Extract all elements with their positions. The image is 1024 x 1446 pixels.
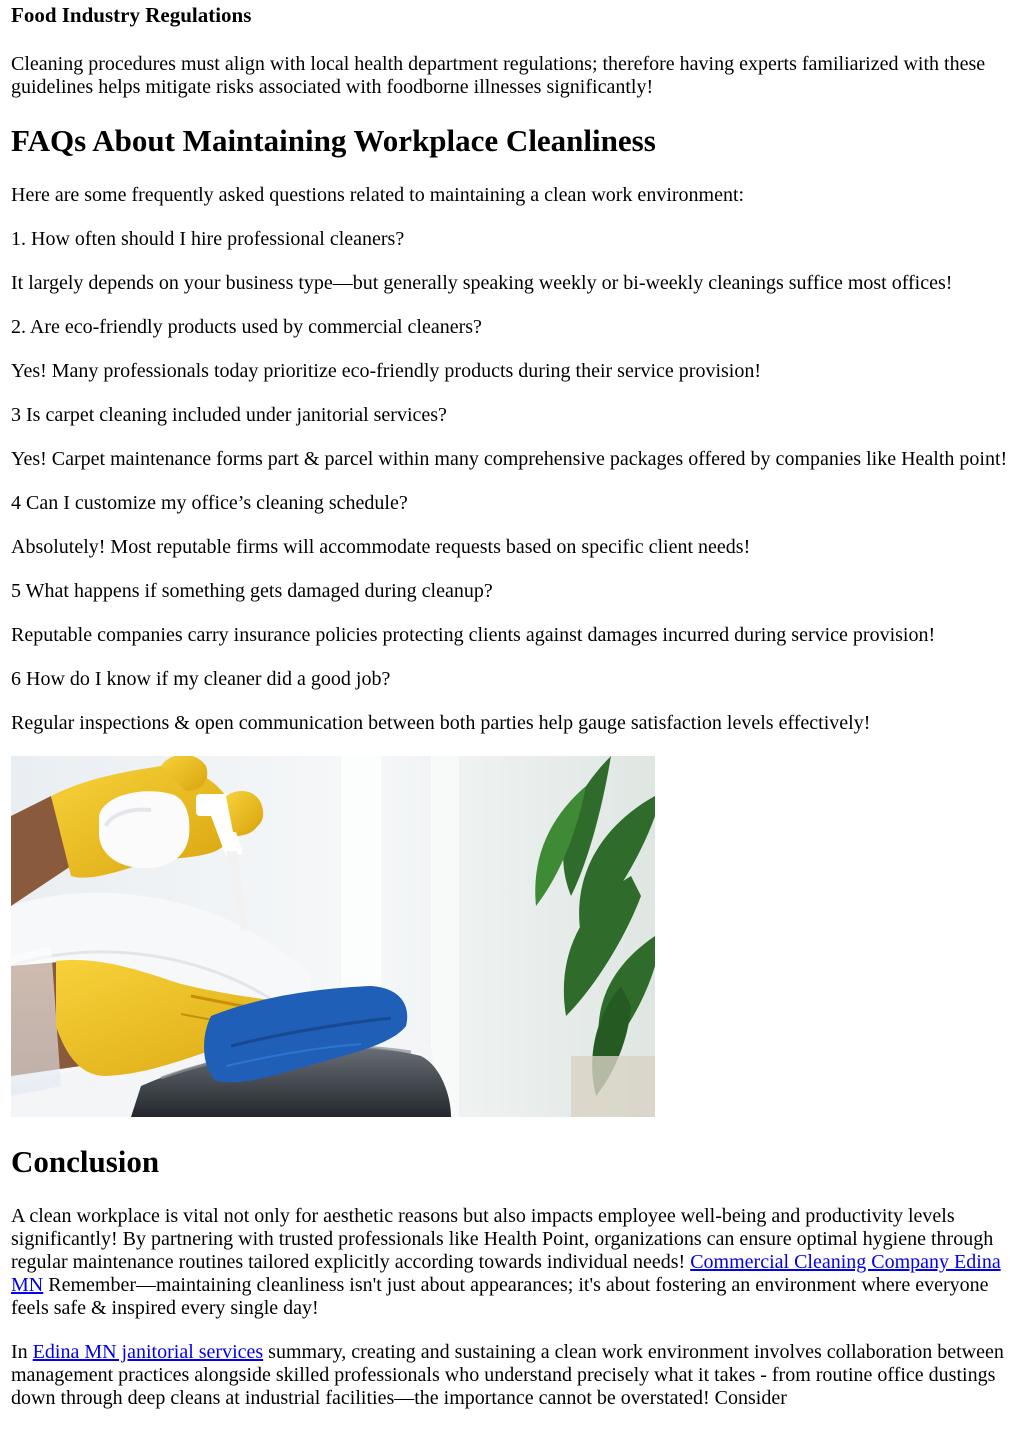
cleaning-photo-illustration	[11, 756, 655, 1117]
cleaning-photo	[11, 756, 655, 1117]
conclusion-paragraph-2	[11, 1341, 1013, 1410]
faq-answer-5: Reputable companies carry insurance policies protecting clients against damages incurred during service provision!	[11, 624, 936, 646]
faq-question-4: 4 Can I customize my office’s cleaning schedule?	[11, 492, 408, 514]
faq-question-6: 6 How do I know if my cleaner did a good job?	[11, 668, 391, 690]
commercial-cleaning-link[interactable]: Commercial Cleaning Company Edina MN	[11, 1251, 1001, 1296]
conclusion-heading: Conclusion	[11, 1144, 160, 1179]
faq-question-5: 5 What happens if something gets damaged during cleanup?	[11, 580, 493, 602]
conclusion-p1-text-end: Remember—maintaining cleanliness isn't just about appearances; it's about fostering an environment where everyone feels safe & inspired every single day!	[11, 1274, 989, 1319]
faq-heading: FAQs About Maintaining Workplace Cleanliness	[11, 123, 656, 158]
faq-answer-1: It largely depends on your business type—but generally speaking weekly or bi-weekly cleanings suffice most offices!	[11, 272, 953, 294]
food-regulations-heading: Food Industry Regulations	[11, 3, 252, 27]
faq-question-1: 1. How often should I hire professional cleaners?	[11, 228, 405, 250]
faq-list	[11, 228, 1013, 735]
faq-answer-3: Yes! Carpet maintenance forms part & parcel within many comprehensive packages offered by companies like Health point!	[11, 448, 1008, 470]
faq-answer-4: Absolutely! Most reputable firms will accommodate requests based on specific client needs!	[11, 536, 751, 558]
janitorial-services-link[interactable]: Edina MN janitorial services	[32, 1341, 264, 1363]
conclusion-p1-text-start: A clean workplace is vital not only for aesthetic reasons but also impacts employee well-being and productivity levels significantly! By partnering with trusted professionals like Health Point, organizations can ensure optimal hygiene through regular maintenance routines tailored explicitly according towards individual needs!	[11, 1205, 994, 1273]
conclusion-p2-text-start: In	[11, 1341, 33, 1363]
conclusion-paragraph-1	[11, 1205, 1013, 1320]
faq-question-3: 3 Is carpet cleaning included under janitorial services?	[11, 404, 447, 426]
faq-intro: Here are some frequently asked questions related to maintaining a clean work environment:	[11, 184, 745, 206]
faq-answer-6: Regular inspections & open communication between both parties help gauge satisfaction levels effectively!	[11, 712, 871, 734]
conclusion-p2-text-end: summary, creating and sustaining a clean work environment involves collaboration between management practices alongside skilled professionals who understand precisely what it takes - from routine office dustings down through deep cleans at industrial facilities—the importance cannot be overstated! Consider	[11, 1341, 1004, 1409]
faq-question-2: 2. Are eco-friendly products used by commercial cleaners?	[11, 316, 482, 338]
faq-answer-2: Yes! Many professionals today prioritize eco-friendly products during their service provision!	[11, 360, 762, 382]
food-regulations-paragraph: Cleaning procedures must align with local health department regulations; therefore having experts familiarized with these guidelines helps mitigate risks associated with foodborne illnesses significantly!	[11, 53, 986, 98]
